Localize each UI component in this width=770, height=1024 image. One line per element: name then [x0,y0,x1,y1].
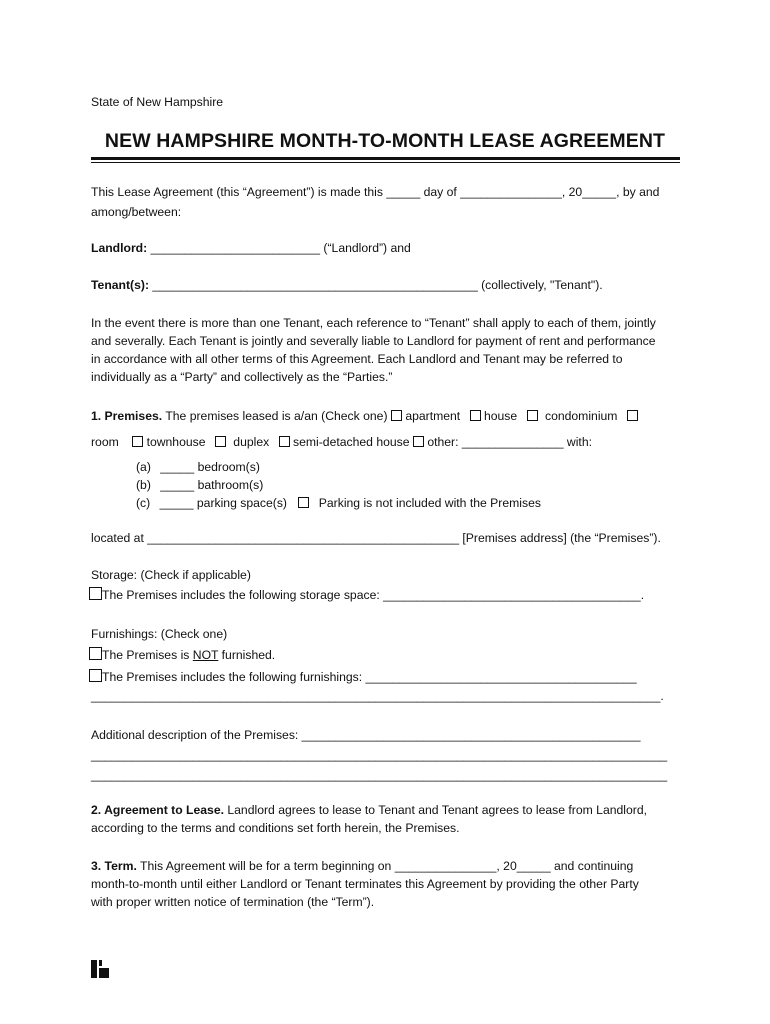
intro-line-1: This Lease Agreement (this “Agreement”) is made this _____ day of _______________, 20_____, by and [91,185,660,199]
multi-tenant-line-1: In the event there is more than one Tenant, each reference to “Tenant” shall apply to each of them, jointly [91,316,656,330]
term-line-2: month-to-month until either Landlord or Tenant terminates this Agreement by providing the other Party [91,877,639,891]
parking-line [136,496,541,510]
tenant-label: Tenant(s): [91,278,149,292]
furnished-label[interactable]: The Premises includes the following furnishings: ________________________________________ [102,670,637,684]
not-furnished-emphasis: NOT [192,648,219,662]
legal-templates-logo-icon [91,960,109,978]
room-checkbox-icon[interactable] [627,410,638,421]
agreement-heading: 2. Agreement to Lease. [91,803,224,817]
title-rule-thin [91,162,680,163]
landlord-line [91,241,411,255]
premises-row-1 [91,409,638,423]
parking-field[interactable]: _____ parking space(s) [159,496,287,510]
bedrooms-marker: (a) [136,460,151,474]
premises-intro: The premises leased is a/an (Check one) [165,409,388,423]
storage-option-label[interactable]: The Premises includes the following storage space: ______________________________________. [102,588,645,602]
semi-detached-label: semi-detached house [293,435,410,449]
condominium-label: condominium [544,409,618,423]
premises-address-line[interactable]: located at ______________________________________________ [Premises address] (the “Premises”). [91,531,661,545]
house-label: house [483,409,518,423]
semi-detached-checkbox-icon[interactable] [279,436,290,447]
apartment-label: apartment [405,409,461,423]
room-label: room [91,435,119,449]
multi-tenant-line-4: individually as a “Party” and collectively as the “Parties.” [91,370,393,384]
furnished-checkbox-icon[interactable] [89,669,102,682]
additional-description-line-1[interactable]: Additional description of the Premises: __________________________________________________ [91,728,641,742]
landlord-label: Landlord: [91,241,148,255]
agreement-text-1: Landlord agrees to lease to Tenant and Tenant agrees to lease from Landlord, [223,803,648,817]
townhouse-checkbox-icon[interactable] [132,436,143,447]
bathrooms-field[interactable]: _____ bathroom(s) [160,478,264,492]
agreement-line-2: according to the terms and conditions set forth herein, the Premises. [91,821,460,835]
landlord-field[interactable]: _________________________ (“Landlord”) and [147,241,411,255]
document-title: NEW HAMPSHIRE MONTH-TO-MONTH LEASE AGREEMENT [104,130,666,152]
storage-option [89,587,644,602]
intro-line-2: among/between: [91,205,182,219]
additional-description-line-2[interactable]: _____________________________________________________________________________________ [91,748,668,762]
other-checkbox-icon[interactable] [413,436,424,447]
premises-row-2 [91,435,592,449]
duplex-label: duplex [233,435,270,449]
tenant-field[interactable]: ________________________________________________ (collectively, "Tenant"). [149,278,603,292]
bedrooms-line [136,460,260,474]
term-heading: 3. Term. [91,859,137,873]
parking-marker: (c) [136,496,151,510]
house-checkbox-icon[interactable] [470,410,481,421]
multi-tenant-line-2: and severally. Each Tenant is jointly and severally liable to Landlord for payment of rent and performance [91,334,656,348]
not-furnished-checkbox-icon[interactable] [89,647,102,660]
bathrooms-line [136,478,263,492]
multi-tenant-line-3: in accordance with all other terms of this Agreement. Each Landlord and Tenant may be referred to [91,352,623,366]
term-text-1: This Agreement will be for a term beginning on _______________, 20_____ and continuing [136,859,634,873]
agreement-line-1 [91,803,647,817]
additional-description-line-3[interactable]: _____________________________________________________________________________________ [91,768,668,782]
condominium-checkbox-icon[interactable] [527,410,538,421]
other-label[interactable]: other: _______________ with: [427,435,592,449]
tenant-line [91,278,603,292]
furnished-option [89,669,637,684]
apartment-checkbox-icon[interactable] [391,410,402,421]
state-label: State of New Hampshire [91,95,224,109]
not-furnished-post: furnished. [218,648,276,662]
furnishings-continuation[interactable]: ____________________________________________________________________________________. [91,689,664,703]
furnishings-heading: Furnishings: (Check one) [91,627,228,641]
storage-heading: Storage: (Check if applicable) [91,568,251,582]
premises-heading: 1. Premises. [91,409,163,423]
not-furnished-option [89,647,275,662]
term-line-3: with proper written notice of termination (the “Term”). [91,895,375,909]
title-rule-thick [91,157,680,160]
not-furnished-pre: The Premises is [102,648,193,662]
parking-not-included-checkbox-icon[interactable] [298,497,309,508]
term-line-1 [91,859,633,873]
bathrooms-marker: (b) [136,478,151,492]
bedrooms-field[interactable]: _____ bedroom(s) [160,460,260,474]
townhouse-label: townhouse [146,435,206,449]
duplex-checkbox-icon[interactable] [215,436,226,447]
parking-not-included-label: Parking is not included with the Premises [318,496,541,510]
storage-checkbox-icon[interactable] [89,587,102,600]
